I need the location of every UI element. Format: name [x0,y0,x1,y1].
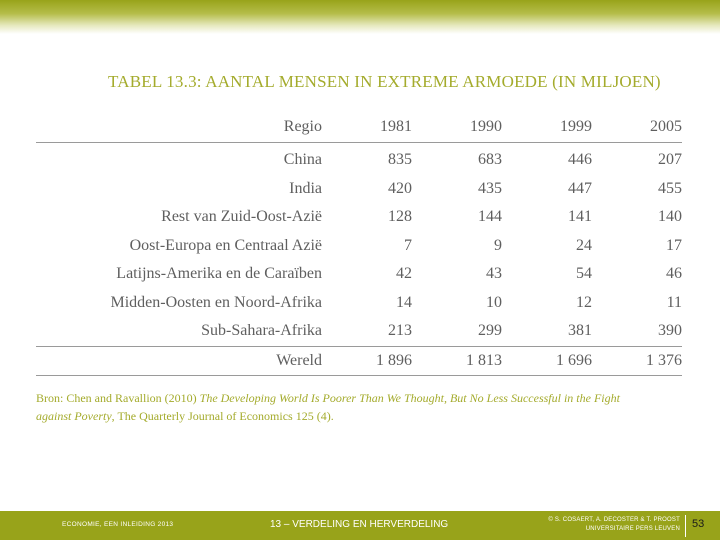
footer-chapter-title: 13 – VERDELING EN HERVERDELING [270,519,449,530]
value-cell: 42 [396,265,412,283]
header-year: 1999 [502,112,592,143]
table-row [36,317,682,346]
total-value-cell: 1 813 [412,346,502,375]
value-cell: 12 [576,293,592,311]
slide-title: TABEL 13.3: AANTAL MENSEN IN EXTREME ARMOEDE (IN MILJOEN) [108,72,661,91]
total-value-cell: 1 896 [322,346,412,375]
header-region: Regio [36,112,322,143]
table-total-row [36,346,682,375]
source-paper-title: The Developing World Is Poorer Than We Thought, But No Less Successful in the Fight against Poverty [36,391,620,423]
source-citation [36,389,656,425]
value-cell: 24 [576,236,592,254]
value-cell: 835 [388,151,412,169]
value-cell: 11 [666,293,682,311]
value-cell: 435 [478,179,502,197]
value-cell: 420 [388,179,412,197]
value-cell: 7 [404,236,412,254]
region-cell: China [283,151,322,169]
footer-bar [0,511,720,540]
total-value-cell: 1 376 [592,346,682,375]
footer-copyright-publisher: UNIVERSITAIRE PERS LEUVEN [585,526,680,532]
source-suffix: , The Quarterly Journal of Economics 125 (4). [111,409,334,423]
page-number: 53 [692,518,705,530]
table-row [36,260,682,289]
value-cell: 46 [666,265,682,283]
region-cell: Latijns-Amerika en de Caraïben [116,265,322,283]
value-cell: 141 [568,208,592,226]
value-cell: 43 [486,265,502,283]
value-cell: 144 [478,208,502,226]
value-cell: 128 [388,208,412,226]
header-year: 1990 [412,112,502,143]
table-row [36,232,682,261]
value-cell: 14 [396,293,412,311]
total-value-cell: 1 696 [502,346,592,375]
value-cell: 9 [494,236,502,254]
footer-copyright [535,516,680,534]
value-cell: 455 [658,179,682,197]
value-cell: 447 [568,179,592,197]
value-cell: 390 [658,322,682,340]
total-region-cell: Wereld [36,346,322,375]
region-cell: India [289,179,322,197]
region-cell: Sub-Sahara-Afrika [201,322,322,340]
value-cell: 140 [658,208,682,226]
footer-copyright-authors: © S. COSAERT, A. DECOSTER & T. PROOST [548,517,680,523]
value-cell: 10 [486,293,502,311]
table-row [36,175,682,204]
source-prefix: Bron: Chen and Ravallion (2010) [36,391,200,405]
header-year: 1981 [322,112,412,143]
table-row [36,143,682,175]
value-cell: 207 [658,151,682,169]
value-cell: 446 [568,151,592,169]
top-decorative-band [0,0,720,34]
value-cell: 299 [478,322,502,340]
header-year: 2005 [592,112,682,143]
table-row [36,289,682,318]
footer-divider [685,515,686,537]
value-cell: 54 [576,265,592,283]
poverty-table [36,112,682,376]
value-cell: 683 [478,151,502,169]
region-cell: Oost-Europa en Centraal Azië [129,236,322,254]
region-cell: Rest van Zuid-Oost-Azië [161,208,322,226]
table-header-row [36,112,682,143]
value-cell: 213 [388,322,412,340]
footer-course-title: ECONOMIE, EEN INLEIDING 2013 [62,521,174,528]
value-cell: 381 [568,322,592,340]
value-cell: 17 [666,236,682,254]
region-cell: Midden-Oosten en Noord-Afrika [110,293,322,311]
table-row [36,203,682,232]
